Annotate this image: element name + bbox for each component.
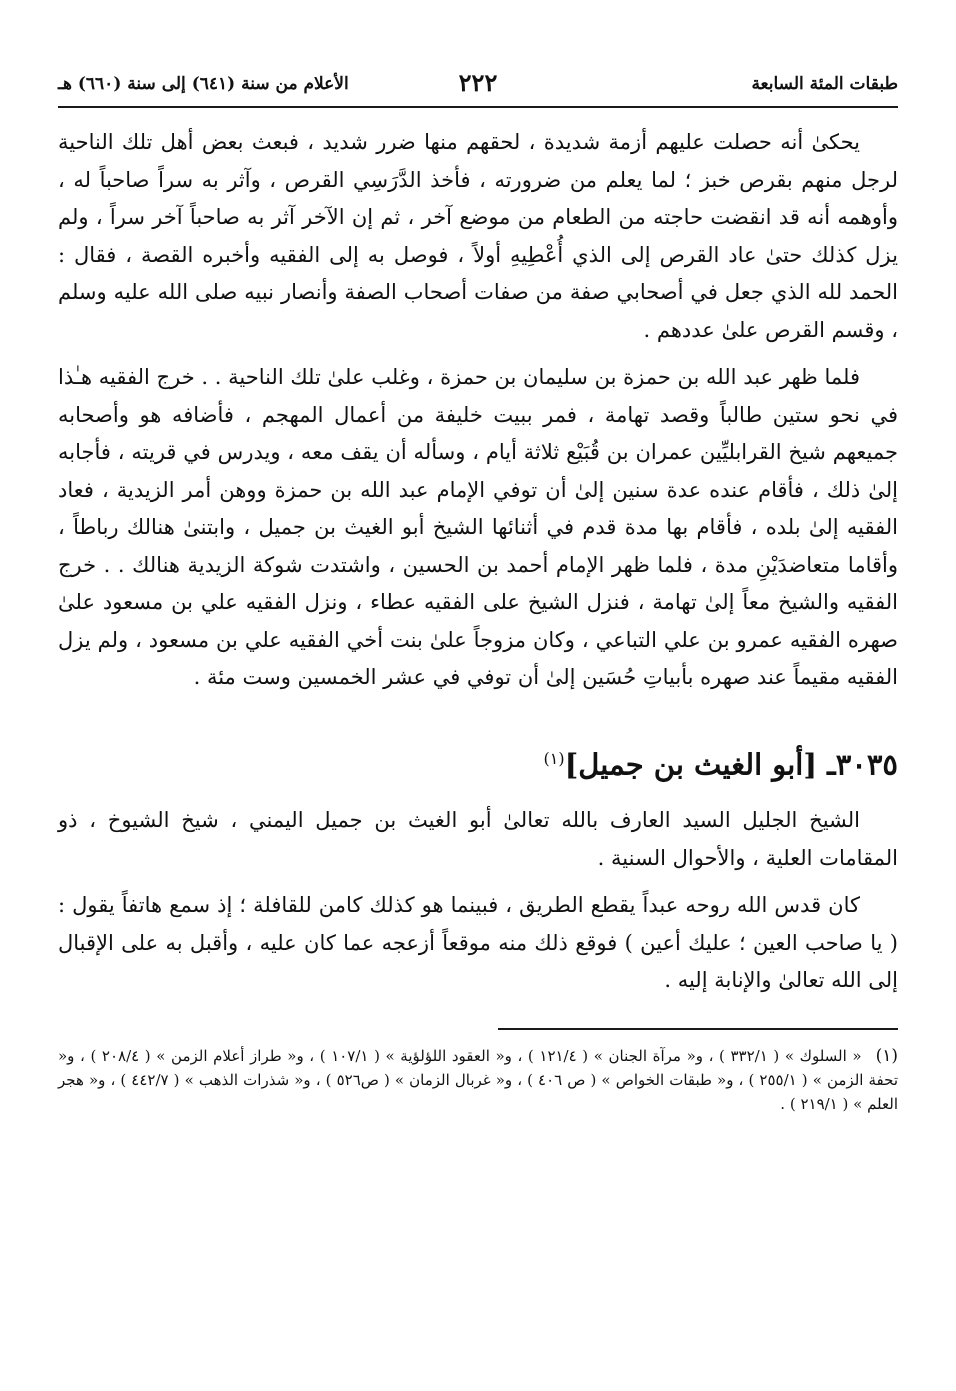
paragraph: فلما ظهر عبد الله بن حمزة بن سليمان بن حمزة ، وغلب علىٰ تلك الناحية . . خرج الفقيه هـٰذا في نحو ستين طالباً وقصد تهامة ، فمر ببيت خليفة من أعمال المهجم ، فأضافه هو وأصحابه جميعهم شيخ القرابليِّين عمران بن قُبَيْع ثلاثة أيام ، وسأله أن يقف معه ، ويدرس في قريته ، فأجابه إلىٰ ذلك ، فأقام عنده عدة سنين إلىٰ أن توفي الإمام عبد الله بن حمزة ووهن أمر الزيدية ، فعاد الفقيه إلىٰ بلده ، فأقام بها مدة قدم في أثنائها الشيخ أبو الغيث بن جميل ، وابتنىٰ هنالك رباطاً ، وأقاما متعاضدَيْنِ مدة ، فلما ظهر الإمام أحمد بن الحسين ، واشتدت شوكة الزيدية هنالك . . خرج الفقيه والشيخ معاً إلىٰ تهامة ، فنزل الشيخ على الفقيه عطاء ، ونزل الفقيه علي بن مسعود علىٰ صهره الفقيه عمرو بن علي التباعي ، وكان مزوجاً علىٰ بنت أخي الفقيه علي بن مسعود ، ولم يزل الفقيه مقيماً عند صهره بأبياتِ حُسَين إلىٰ أن توفي في عشر الخمسين وست مئة . — [58, 365, 898, 689]
page-number: ٢٢٢ — [458, 68, 498, 97]
book-page — [58, 62, 898, 1362]
footnote — [58, 1044, 898, 1116]
header-date-range: الأعلام من سنة (٦٤١) إلى سنة (٦٦٠) هـ — [58, 74, 349, 94]
paragraph: كان قدس الله روحه عبداً يقطع الطريق ، فبينما هو كذلك كامن للقافلة ؛ إذ سمع هاتفاً يقول : ( يا صاحب العين ؛ عليك أعين ) فوقع ذلك منه موقعاً أزعجه عما كان عليه ، وأقبل به على الإقبال إلى الله تعالىٰ والإنابة إليه . — [58, 893, 898, 993]
entry-heading — [58, 737, 898, 787]
footnote-reference: (١) — [543, 748, 565, 768]
footnote-text: « السلوك » ( ٣٣٢/١ ) ، و« مرآة الجنان » ( ١٢١/٤ ) ، و« العقود اللؤلؤية » ( ١٠٧/١ ) ، و« طراز أعلام الزمن » ( ٢٠٨/٤ ) ، و« تحفة الزمن » ( ٢٥٥/١ ) ، و« طبقات الخواص » ( ص ٤٠٦ ) ، و« غربال الزمان » ( ص٥٢٦ ) ، و« شذرات الذهب » ( ٤٤٢/٧ ) ، و« هجر العلم » ( ٢١٩/١ ) . — [58, 1046, 898, 1113]
paragraph: الشيخ الجليل السيد العارف بالله تعالىٰ أبو الغيث بن جميل اليمني ، شيخ الشيوخ ، ذو المقامات العلية ، والأحوال السنية . — [58, 808, 898, 870]
footnote-marker: (١) — [875, 1045, 898, 1066]
footnote-separator — [498, 1028, 898, 1030]
main-text — [58, 124, 898, 1000]
paragraph: يحكىٰ أنه حصلت عليهم أزمة شديدة ، لحقهم منها ضرر شديد ، فبعث بعض أهل تلك الناحية لرجل منهم بقرص خبز ؛ لما يعلم من ضرورته ، فأخذ الدَّرَسِي القرص ، وآثر به سراً صاحباً له ، وأوهمه أنه قد انقضت حاجته من الطعام من موضع آخر ، ثم إن الآخر آثر به صاحباً آخر سراً ، ولم يزل كذلك حتىٰ عاد القرص إلى الذي أُعْطِيهِ أولاً ، فوصل به إلى الفقيه وأخبره القصة ، فقال : الحمد لله الذي جعل في أصحابي صفة من صفات أصحاب الصفة وأنصار نبيه صلى الله عليه وسلم ، وقسم القرص علىٰ عددهم . — [58, 130, 898, 342]
header-section-title: طبقات المئة السابعة — [751, 74, 898, 94]
running-header — [58, 62, 898, 108]
entry-title-text: ٣٠٣٥ـ [أبو الغيث بن جميل] — [564, 747, 898, 782]
